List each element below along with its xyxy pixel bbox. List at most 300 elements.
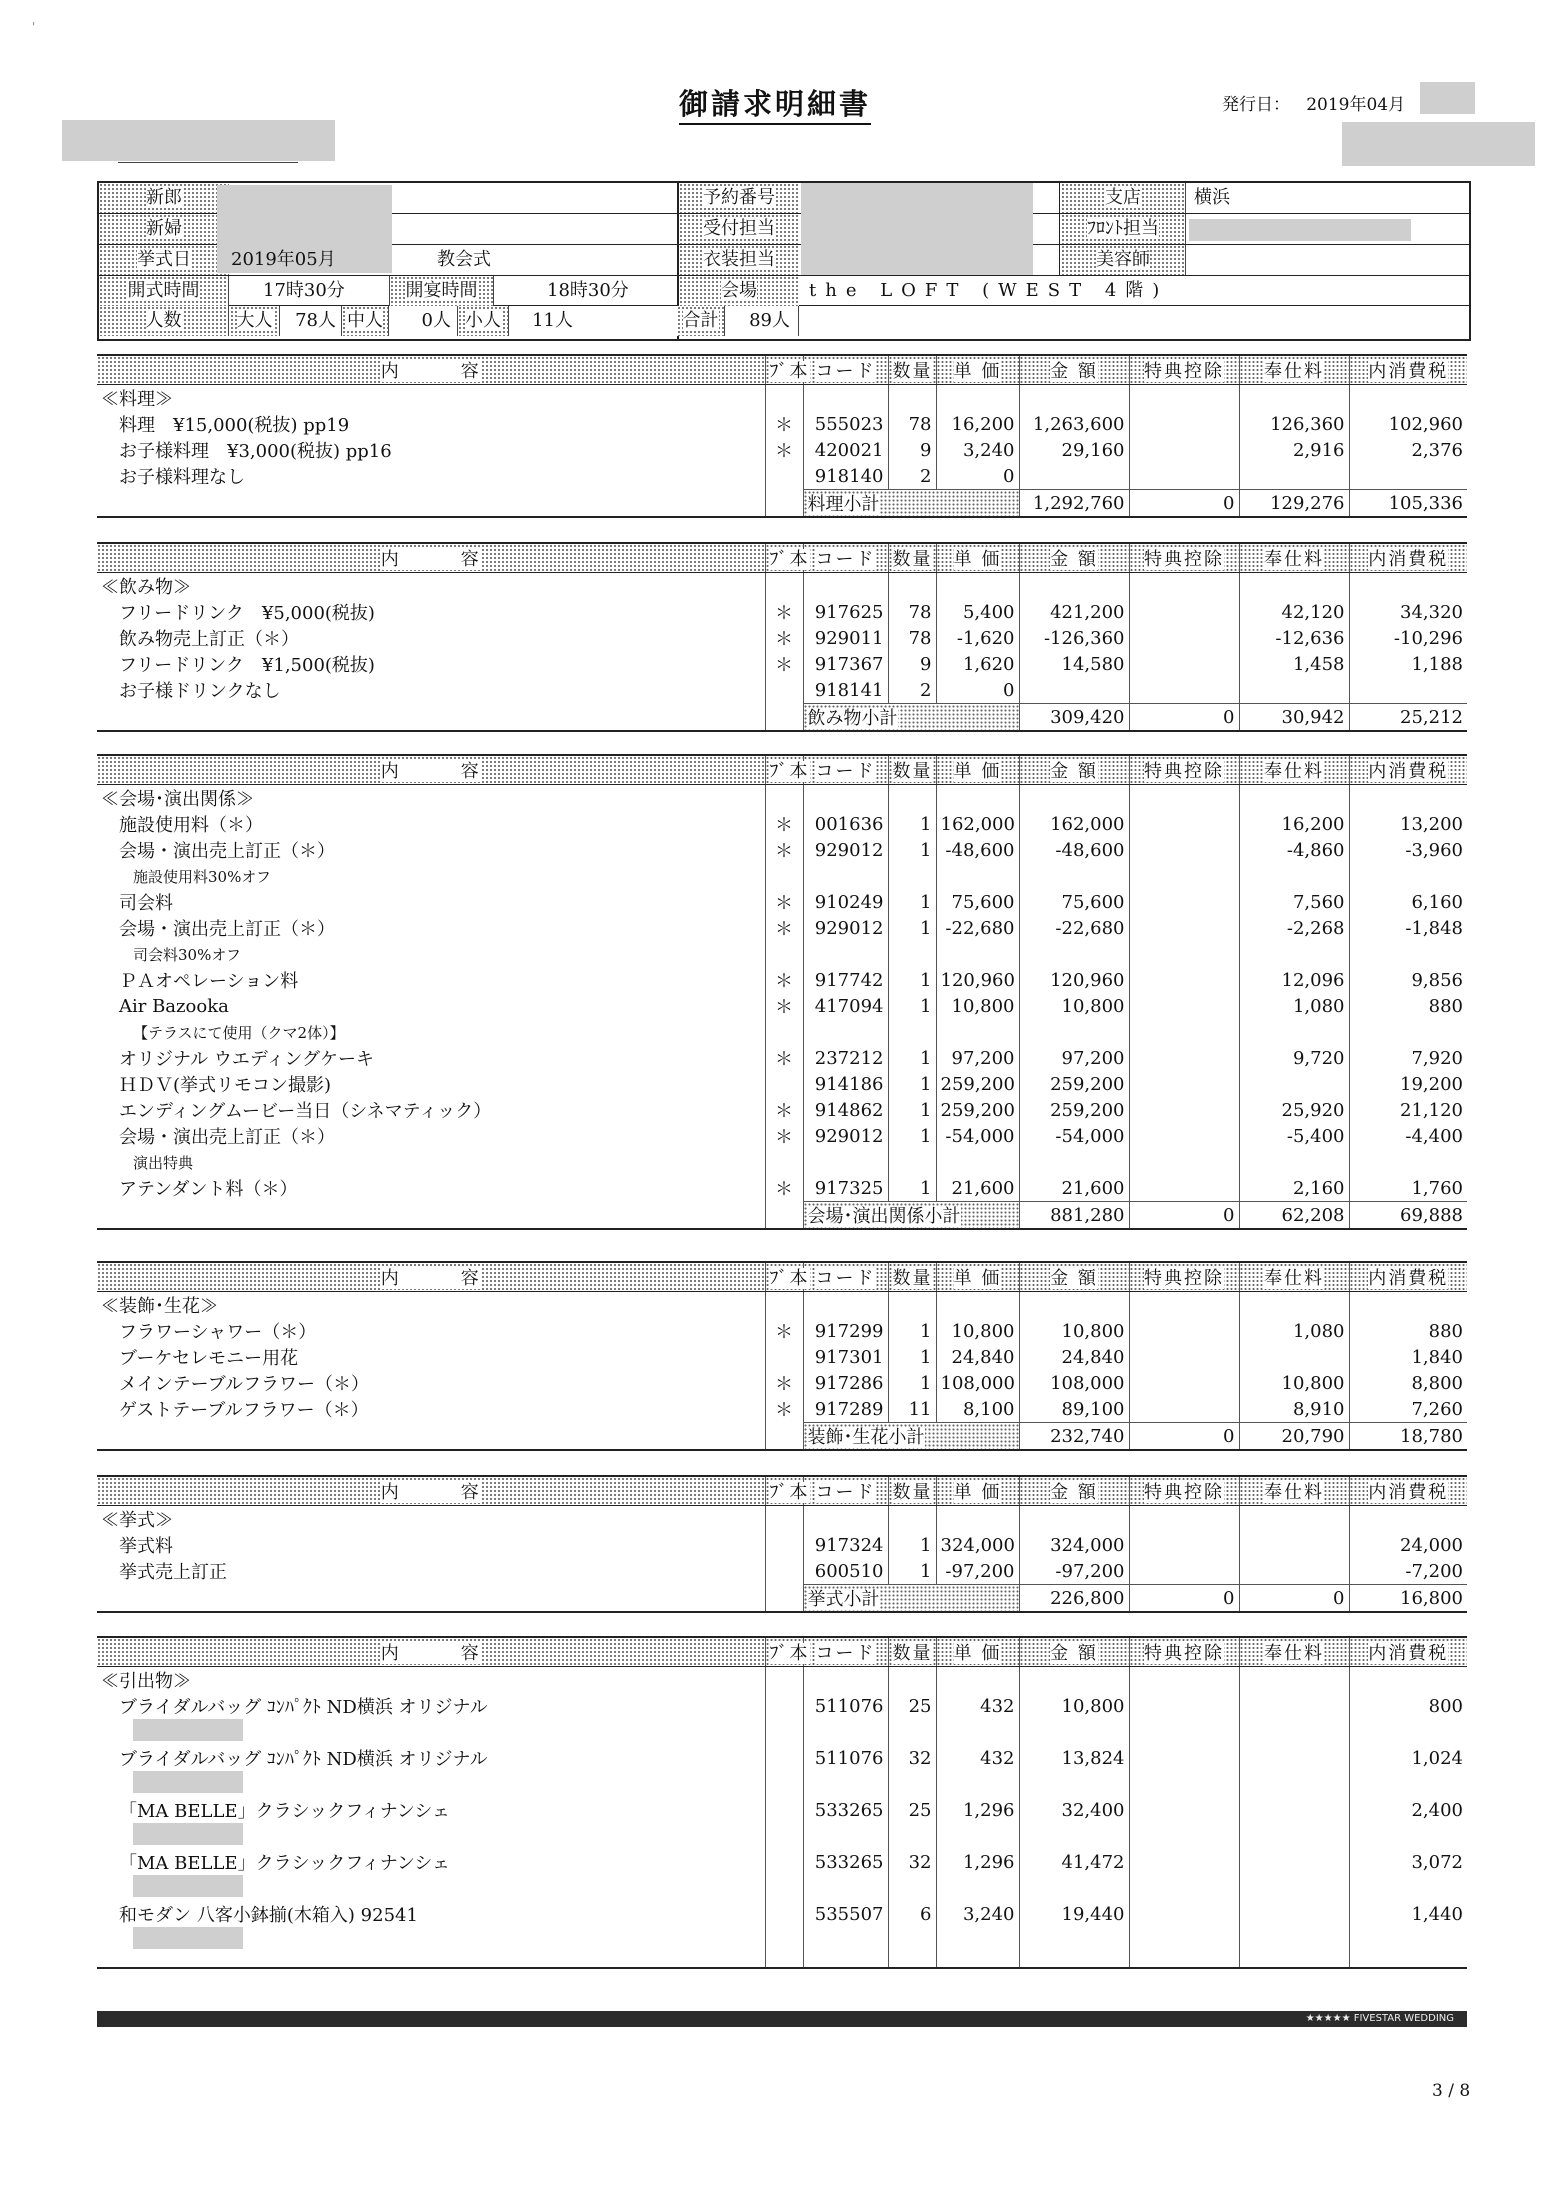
front-label: ﾌﾛﾝﾄ担当	[1061, 214, 1186, 244]
table-row	[97, 1071, 1467, 1097]
item-label: フラワーシャワー（＊）	[119, 1322, 317, 1343]
item-service: 25,920	[1239, 1097, 1349, 1123]
item-service: 12,096	[1239, 967, 1349, 993]
item-service	[1239, 677, 1349, 704]
item-tax: 1,188	[1349, 651, 1467, 677]
item-tax	[1349, 463, 1467, 490]
item-flag: ＊	[765, 837, 803, 863]
start-time-label: 開式時間	[99, 276, 229, 306]
subtotal-benefit: 0	[1129, 704, 1239, 732]
item-unit: 8,100	[936, 1396, 1019, 1423]
item-flag: ＊	[765, 993, 803, 1019]
branch: 横浜	[1194, 187, 1230, 208]
item-qty: 1	[888, 1123, 936, 1149]
item-unit: -1,620	[936, 625, 1019, 651]
items-table	[97, 754, 1467, 1230]
redaction	[1189, 219, 1411, 241]
column-header-flag: ﾌﾞ本	[765, 1262, 803, 1292]
item-service: 126,360	[1239, 411, 1349, 437]
item-code: 929012	[803, 1123, 888, 1149]
column-header-unit: 単 価	[936, 543, 1019, 573]
redaction	[133, 1927, 243, 1949]
table-row	[97, 463, 1467, 490]
item-unit: 0	[936, 677, 1019, 704]
item-qty: 1	[888, 1532, 936, 1558]
item-benefit	[1129, 1071, 1239, 1097]
item-service: 10,800	[1239, 1370, 1349, 1396]
column-header-benefit: 特典控除	[1129, 755, 1239, 785]
item-code: 918141	[803, 677, 888, 704]
column-header-service: 奉仕料	[1239, 1476, 1349, 1506]
item-tax: 2,400	[1349, 1797, 1467, 1823]
item-tax: 8,800	[1349, 1370, 1467, 1396]
item-benefit	[1129, 651, 1239, 677]
column-header-unit: 単 価	[936, 1637, 1019, 1667]
subtotal-service: 20,790	[1239, 1423, 1349, 1451]
item-tax: 880	[1349, 1318, 1467, 1344]
item-code: 929011	[803, 625, 888, 651]
subtotal-label: 料理小計	[803, 490, 1019, 518]
item-tax: 7,920	[1349, 1045, 1467, 1071]
item-label: ブライダルバッグ ｺﾝﾊﾟｸﾄ ND横浜 オリジナル	[119, 1749, 488, 1770]
item-amount: 324,000	[1019, 1532, 1129, 1558]
item-service	[1239, 1797, 1349, 1823]
table-row	[97, 1344, 1467, 1370]
column-header-flag: ﾌﾞ本	[765, 355, 803, 385]
item-flag	[765, 1745, 803, 1771]
redaction	[1342, 122, 1535, 166]
redaction	[133, 1823, 243, 1845]
item-label: Air Bazooka	[119, 995, 229, 1017]
item-flag	[765, 463, 803, 490]
column-header-benefit: 特典控除	[1129, 1476, 1239, 1506]
total-count: 89人	[729, 306, 799, 336]
item-amount: -22,680	[1019, 915, 1129, 941]
table-row	[97, 677, 1467, 704]
item-code: 929012	[803, 915, 888, 941]
item-flag: ＊	[765, 1123, 803, 1149]
subtotal-row	[97, 1585, 1467, 1613]
wedding-info-box	[97, 181, 1471, 341]
item-tax: 1,440	[1349, 1901, 1467, 1927]
subtotal-tax: 69,888	[1349, 1202, 1467, 1230]
item-flag	[765, 1797, 803, 1823]
column-header-service: 奉仕料	[1239, 543, 1349, 573]
item-label: 司会料	[119, 893, 173, 914]
item-benefit	[1129, 599, 1239, 625]
item-flag: ＊	[765, 915, 803, 941]
item-code: 417094	[803, 993, 888, 1019]
item-unit: -48,600	[936, 837, 1019, 863]
item-tax: 24,000	[1349, 1532, 1467, 1558]
item-amount: 19,440	[1019, 1901, 1129, 1927]
venue-label: 会場	[679, 276, 799, 306]
table-row	[97, 651, 1467, 677]
item-service	[1239, 1849, 1349, 1875]
table-row	[97, 915, 1467, 941]
item-amount: -126,360	[1019, 625, 1129, 651]
item-service	[1239, 1532, 1349, 1558]
column-header-service: 奉仕料	[1239, 355, 1349, 385]
item-benefit	[1129, 625, 1239, 651]
item-qty: 32	[888, 1849, 936, 1875]
item-unit: 108,000	[936, 1370, 1019, 1396]
item-service: 1,458	[1239, 651, 1349, 677]
item-label: ブーケセレモニー用花	[119, 1348, 299, 1369]
item-amount: 21,600	[1019, 1175, 1129, 1202]
items-table	[97, 1636, 1467, 1969]
column-header-tax: 内消費税	[1349, 1476, 1467, 1506]
item-qty: 1	[888, 993, 936, 1019]
column-header-unit: 単 価	[936, 755, 1019, 785]
item-label: フリードリンク ¥1,500(税抜)	[119, 655, 375, 676]
column-header-code: コード	[803, 355, 888, 385]
table-row	[97, 889, 1467, 915]
column-header-flag: ﾌﾞ本	[765, 1476, 803, 1506]
column-header-tax: 内消費税	[1349, 755, 1467, 785]
column-header-benefit: 特典控除	[1129, 1637, 1239, 1667]
item-unit: 16,200	[936, 411, 1019, 437]
subtotal-row	[97, 1423, 1467, 1451]
item-amount	[1019, 677, 1129, 704]
banquet-time: 18時30分	[547, 280, 629, 301]
item-tax: 21,120	[1349, 1097, 1467, 1123]
item-unit: -54,000	[936, 1123, 1019, 1149]
item-amount: 13,824	[1019, 1745, 1129, 1771]
item-service: 1,080	[1239, 993, 1349, 1019]
column-header-qty: 数量	[888, 1637, 936, 1667]
item-note	[97, 1771, 765, 1797]
item-qty: 1	[888, 889, 936, 915]
item-label: 挙式料	[119, 1536, 173, 1557]
item-note	[97, 1719, 765, 1745]
item-amount: -97,200	[1019, 1558, 1129, 1585]
item-code: 918140	[803, 463, 888, 490]
item-flag: ＊	[765, 889, 803, 915]
redaction	[801, 183, 1033, 275]
item-service: 1,080	[1239, 1318, 1349, 1344]
item-tax: -7,200	[1349, 1558, 1467, 1585]
subtotal-amount: 309,420	[1019, 704, 1129, 732]
table-row	[97, 1745, 1467, 1771]
item-note	[97, 1927, 765, 1953]
item-flag	[765, 1071, 803, 1097]
item-tax: 3,072	[1349, 1849, 1467, 1875]
item-service	[1239, 1558, 1349, 1585]
column-header-benefit: 特典控除	[1129, 543, 1239, 573]
item-qty: 2	[888, 463, 936, 490]
addressee-underline	[118, 162, 298, 163]
item-note	[97, 1823, 765, 1849]
item-qty: 1	[888, 1370, 936, 1396]
item-amount: 421,200	[1019, 599, 1129, 625]
issue-date: 発行日： 2019年04月	[1222, 95, 1406, 115]
item-benefit	[1129, 1745, 1239, 1771]
column-header-qty: 数量	[888, 543, 936, 573]
column-header-benefit: 特典控除	[1129, 1262, 1239, 1292]
item-code: 910249	[803, 889, 888, 915]
item-service: 7,560	[1239, 889, 1349, 915]
column-header-flag: ﾌﾞ本	[765, 543, 803, 573]
item-benefit	[1129, 1797, 1239, 1823]
column-header-service: 奉仕料	[1239, 1262, 1349, 1292]
item-tax: -4,400	[1349, 1123, 1467, 1149]
item-note: 施設使用料30%オフ	[133, 867, 271, 886]
column-header-amount: 金 額	[1019, 543, 1129, 573]
table-row	[97, 411, 1467, 437]
ceremony-date: 2019年05月	[231, 249, 336, 270]
item-service: 2,916	[1239, 437, 1349, 463]
item-flag: ＊	[765, 411, 803, 437]
item-qty: 32	[888, 1745, 936, 1771]
item-benefit	[1129, 993, 1239, 1019]
item-code: 237212	[803, 1045, 888, 1071]
column-header-tax: 内消費税	[1349, 1262, 1467, 1292]
table-row	[97, 1797, 1467, 1823]
item-qty: 1	[888, 915, 936, 941]
column-header-qty: 数量	[888, 1262, 936, 1292]
item-unit: 75,600	[936, 889, 1019, 915]
item-unit: 24,840	[936, 1344, 1019, 1370]
costume-label: 衣装担当	[679, 245, 799, 275]
item-unit: 10,800	[936, 993, 1019, 1019]
total-label: 合計	[677, 306, 725, 336]
item-unit: 259,200	[936, 1071, 1019, 1097]
item-amount: 162,000	[1019, 811, 1129, 837]
column-header-flag: ﾌﾞ本	[765, 755, 803, 785]
item-unit: 1,296	[936, 1849, 1019, 1875]
item-flag	[765, 1693, 803, 1719]
item-tax: -10,296	[1349, 625, 1467, 651]
item-label: 「MA BELLE」クラシックフィナンシェ	[119, 1801, 451, 1822]
item-unit: 0	[936, 463, 1019, 490]
item-tax: -3,960	[1349, 837, 1467, 863]
item-amount: 24,840	[1019, 1344, 1129, 1370]
item-code: 914186	[803, 1071, 888, 1097]
item-amount: -54,000	[1019, 1123, 1129, 1149]
item-tax: 7,260	[1349, 1396, 1467, 1423]
item-qty: 9	[888, 437, 936, 463]
item-benefit	[1129, 1370, 1239, 1396]
banquet-time-label: 開宴時間	[389, 276, 494, 306]
item-unit: 10,800	[936, 1318, 1019, 1344]
item-service: -5,400	[1239, 1123, 1349, 1149]
item-tax: -1,848	[1349, 915, 1467, 941]
subtotal-benefit: 0	[1129, 1202, 1239, 1230]
item-label: ゲストテーブルフラワー（＊）	[119, 1400, 369, 1422]
column-header-amount: 金 額	[1019, 1262, 1129, 1292]
item-code: 917299	[803, 1318, 888, 1344]
item-label: エンディングムービー当日（シネマティック）	[119, 1101, 492, 1122]
subtotal-amount: 226,800	[1019, 1585, 1129, 1613]
item-benefit	[1129, 1045, 1239, 1071]
column-header-benefit: 特典控除	[1129, 355, 1239, 385]
item-service: 9,720	[1239, 1045, 1349, 1071]
item-tax: 800	[1349, 1693, 1467, 1719]
item-unit: 3,240	[936, 437, 1019, 463]
item-code: 917301	[803, 1344, 888, 1370]
item-label: 会場・演出売上訂正（＊）	[119, 919, 335, 940]
item-qty: 78	[888, 599, 936, 625]
item-code: 917289	[803, 1396, 888, 1423]
item-qty: 1	[888, 1045, 936, 1071]
item-code: 533265	[803, 1797, 888, 1823]
item-amount: 29,160	[1019, 437, 1129, 463]
item-qty: 1	[888, 1558, 936, 1585]
items-table	[97, 354, 1467, 518]
item-amount: -48,600	[1019, 837, 1129, 863]
ceremony-type: 教会式	[437, 249, 491, 270]
item-service	[1239, 1344, 1349, 1370]
item-label: 「MA BELLE」クラシックフィナンシェ	[119, 1853, 451, 1874]
item-amount: 10,800	[1019, 1693, 1129, 1719]
mid-count: 0人	[421, 310, 451, 331]
item-amount: 97,200	[1019, 1045, 1129, 1071]
table-row	[97, 993, 1467, 1019]
item-tax: 1,760	[1349, 1175, 1467, 1202]
item-flag: ＊	[765, 1175, 803, 1202]
table-row	[97, 1532, 1467, 1558]
column-header-content: 内 容	[97, 1262, 765, 1292]
subtotal-row	[97, 1202, 1467, 1230]
item-benefit	[1129, 437, 1239, 463]
item-label: 挙式売上訂正	[119, 1562, 227, 1584]
footer-bar	[97, 2011, 1467, 2027]
item-tax: 6,160	[1349, 889, 1467, 915]
item-code: 917325	[803, 1175, 888, 1202]
item-qty: 78	[888, 625, 936, 651]
items-table	[97, 1261, 1467, 1451]
item-benefit	[1129, 1558, 1239, 1585]
item-flag: ＊	[765, 1045, 803, 1071]
item-benefit	[1129, 837, 1239, 863]
item-flag	[765, 1532, 803, 1558]
item-code: 917286	[803, 1370, 888, 1396]
item-code: 511076	[803, 1693, 888, 1719]
item-qty: 1	[888, 837, 936, 863]
item-unit: 259,200	[936, 1097, 1019, 1123]
item-label: お子様料理なし	[119, 467, 245, 489]
item-label: 料理 ¥15,000(税抜) pp19	[119, 415, 350, 436]
column-header-content: 内 容	[97, 355, 765, 385]
column-header-amount: 金 額	[1019, 355, 1129, 385]
item-service	[1239, 1901, 1349, 1927]
item-unit: 120,960	[936, 967, 1019, 993]
column-header-tax: 内消費税	[1349, 355, 1467, 385]
brand-logo: ★★★★★ FIVESTAR WEDDING	[1305, 2013, 1454, 2024]
child-label: 小人	[457, 306, 509, 336]
item-unit: 162,000	[936, 811, 1019, 837]
item-service	[1239, 463, 1349, 490]
item-benefit	[1129, 1396, 1239, 1423]
column-header-amount: 金 額	[1019, 1476, 1129, 1506]
item-benefit	[1129, 1097, 1239, 1123]
table-row	[97, 1097, 1467, 1123]
section-name: ≪引出物≫	[101, 1671, 191, 1692]
item-service: -2,268	[1239, 915, 1349, 941]
item-code: 917367	[803, 651, 888, 677]
item-unit: 21,600	[936, 1175, 1019, 1202]
item-code: 535507	[803, 1901, 888, 1927]
guests-label: 人数	[99, 306, 229, 336]
item-qty: 6	[888, 1901, 936, 1927]
redaction	[133, 1875, 243, 1897]
redaction	[133, 1719, 243, 1741]
table-row	[97, 811, 1467, 837]
subtotal-tax: 18,780	[1349, 1423, 1467, 1451]
item-flag: ＊	[765, 1318, 803, 1344]
item-qty: 2	[888, 677, 936, 704]
item-unit: -97,200	[936, 1558, 1019, 1585]
items-table	[97, 542, 1467, 732]
item-amount: 75,600	[1019, 889, 1129, 915]
item-benefit	[1129, 811, 1239, 837]
item-flag: ＊	[765, 599, 803, 625]
document-title: 御請求明細書	[0, 82, 1550, 123]
subtotal-label: 装飾･生花小計	[803, 1423, 1019, 1451]
section-name: ≪飲み物≫	[101, 577, 191, 598]
column-header-code: コード	[803, 543, 888, 573]
item-code: 917625	[803, 599, 888, 625]
branch-label: 支店	[1061, 183, 1186, 213]
ceremony-date-label: 挙式日	[99, 245, 229, 275]
venue: the LOFT (WEST 4階)	[809, 280, 1169, 301]
item-benefit	[1129, 411, 1239, 437]
item-qty: 1	[888, 1344, 936, 1370]
table-row	[97, 1175, 1467, 1202]
item-flag	[765, 1558, 803, 1585]
subtotal-amount: 232,740	[1019, 1423, 1129, 1451]
subtotal-row	[97, 490, 1467, 518]
item-unit: 1,620	[936, 651, 1019, 677]
item-unit: 432	[936, 1745, 1019, 1771]
item-qty: 1	[888, 1097, 936, 1123]
table-row	[97, 1318, 1467, 1344]
item-label: ブライダルバッグ ｺﾝﾊﾟｸﾄ ND横浜 オリジナル	[119, 1697, 488, 1718]
column-header-unit: 単 価	[936, 1476, 1019, 1506]
groom-label: 新郎	[99, 183, 229, 213]
item-label: フリードリンク ¥5,000(税抜)	[119, 603, 375, 624]
item-label: 飲み物売上訂正（＊）	[119, 629, 299, 650]
item-label: お子様ドリンクなし	[119, 681, 281, 703]
item-note: 演出特典	[133, 1153, 194, 1172]
mid-label: 中人	[341, 306, 389, 336]
item-code: 001636	[803, 811, 888, 837]
item-benefit	[1129, 1175, 1239, 1202]
column-header-unit: 単 価	[936, 1262, 1019, 1292]
item-tax: 2,376	[1349, 437, 1467, 463]
item-benefit	[1129, 1901, 1239, 1927]
item-note: 【テラスにて使用（クマ2体）】	[133, 1023, 345, 1042]
column-header-qty: 数量	[888, 755, 936, 785]
column-header-flag: ﾌﾞ本	[765, 1637, 803, 1667]
item-code: 420021	[803, 437, 888, 463]
item-benefit	[1129, 967, 1239, 993]
item-service: -4,860	[1239, 837, 1349, 863]
items-table	[97, 1475, 1467, 1613]
item-tax: 880	[1349, 993, 1467, 1019]
column-header-unit: 単 価	[936, 355, 1019, 385]
section-name: ≪挙式≫	[101, 1510, 173, 1531]
item-amount: 89,100	[1019, 1396, 1129, 1423]
item-label: お子様料理 ¥3,000(税抜) pp16	[119, 441, 392, 462]
hair-label: 美容師	[1061, 245, 1186, 275]
column-header-code: コード	[803, 755, 888, 785]
reservation-label: 予約番号	[679, 183, 799, 213]
item-flag: ＊	[765, 1396, 803, 1423]
item-label: オリジナル ウエディングケーキ	[119, 1049, 375, 1070]
item-service: -12,636	[1239, 625, 1349, 651]
